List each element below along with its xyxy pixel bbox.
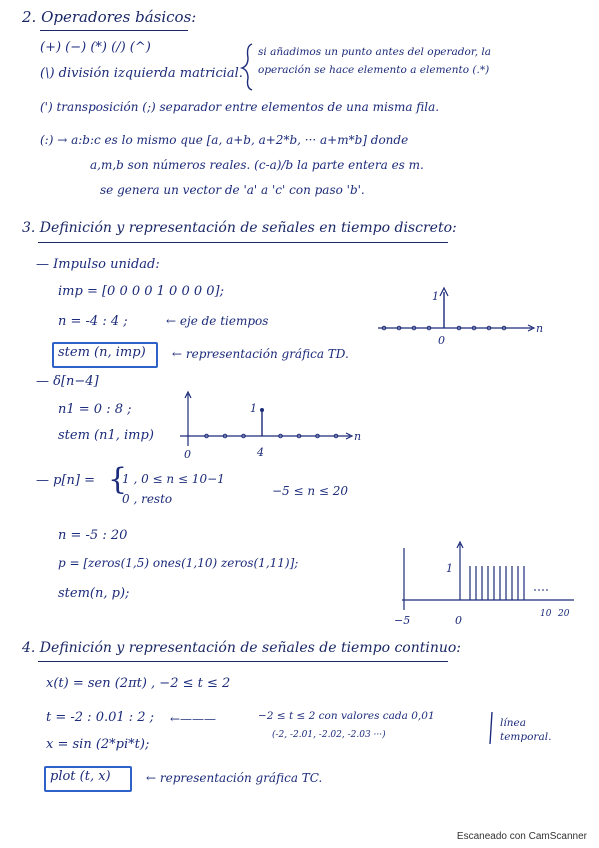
impulse-plot — [378, 288, 543, 347]
x-code: x = sin (2*pi*t); — [46, 737, 150, 752]
x-definition: x(t) = sen (2πt) , −2 ≤ t ≤ 2 — [46, 676, 231, 691]
shift-label-four: 4 — [257, 446, 264, 459]
p-case-2: 0 , resto — [122, 492, 173, 506]
impulse-label-zero: 0 — [438, 334, 445, 347]
p-range: −5 ≤ n ≤ 20 — [272, 484, 349, 498]
impulse-heading: — Impulso unidad: — [36, 257, 160, 272]
t-code: t = -2 : 0.01 : 2 ; — [46, 710, 155, 725]
shift-label-n: n — [354, 430, 362, 443]
elementwise-brace — [242, 44, 252, 90]
pulse-plot — [394, 542, 574, 627]
n1-code: n1 = 0 : 8 ; — [58, 402, 132, 417]
stem2-code: stem (n1, imp) — [58, 428, 154, 443]
stem-note: ← representación gráfica TD. — [172, 347, 349, 361]
scanner-footer: Escaneado con CamScanner — [456, 831, 587, 842]
section-4-title: 4. Definición y representación de señales de tiempo continuo: — [22, 640, 462, 656]
p-brace: { — [108, 462, 128, 497]
shifted-impulse-plot — [180, 392, 361, 461]
pulse-label-ten: 10 — [540, 609, 552, 619]
colon-operator-line-1: (:) → a:b:c es lo mismo que [a, a+b, a+2*b, ··· a+m*b] donde — [40, 133, 409, 147]
elementwise-note-2: operación se hace elemento a elemento (.*) — [258, 64, 490, 76]
plot-note: ← representación gráfica TC. — [146, 771, 323, 785]
colon-operator-line-2: a,m,b son números reales. (c-a)/b la parte entera es m. — [90, 158, 424, 172]
shifted-impulse-heading: — δ[n−4] — [36, 374, 99, 389]
t-note-arrow: ←——— — [170, 712, 217, 726]
time-axis-note: ← eje de tiempos — [166, 314, 269, 328]
t-note-2: (-2, -2.01, -2.02, -2.03 ···) — [272, 730, 386, 740]
section-3-title: 3. Definición y representación de señales en tiempo discreto: — [22, 220, 457, 236]
p-case-1: 1 , 0 ≤ n ≤ 10−1 — [122, 472, 225, 486]
elementwise-note-1: si añadimos un punto antes del operador, la — [258, 46, 491, 58]
transpose-text: (') transposición (;) separador entre elementos de una misma fila. — [40, 100, 440, 114]
operators-list: (+) (−) (*) (/) (^) — [40, 40, 151, 55]
shift-stem-head — [260, 408, 264, 412]
plot-code: plot (t, x) — [50, 769, 111, 784]
p-stem-code: stem(n, p); — [58, 586, 130, 601]
shift-label-zero: 0 — [184, 448, 191, 461]
pulse-label-neg5: −5 — [394, 614, 411, 627]
shift-label-one: 1 — [250, 402, 257, 415]
section-2-title: 2. Operadores básicos: — [22, 8, 197, 26]
p-code: p = [zeros(1,5) ones(1,10) zeros(1,11)]; — [58, 556, 299, 570]
time-line-bar — [490, 712, 492, 744]
impulse-label-n: n — [536, 322, 544, 335]
time-line-note: línea temporal. — [500, 717, 552, 743]
imp-code: imp = [0 0 0 0 1 0 0 0 0]; — [58, 284, 224, 299]
pulse-label-zero: 0 — [455, 614, 462, 627]
stem-code: stem (n, imp) — [58, 345, 146, 360]
colon-operator-line-3: se genera un vector de 'a' a 'c' con paso 'b'. — [100, 183, 365, 197]
pulse-label-twenty: 20 — [558, 609, 570, 619]
pulse-label-one: 1 — [446, 562, 453, 575]
t-note-1: −2 ≤ t ≤ 2 con valores cada 0,01 — [258, 710, 435, 722]
p-heading: — p[n] = — [36, 473, 95, 488]
impulse-label-one: 1 — [432, 290, 439, 303]
left-division-text: (\) división izquierda matricial. — [40, 66, 243, 81]
n-code: n = -4 : 4 ; — [58, 314, 128, 329]
p-n-code: n = -5 : 20 — [58, 528, 128, 543]
